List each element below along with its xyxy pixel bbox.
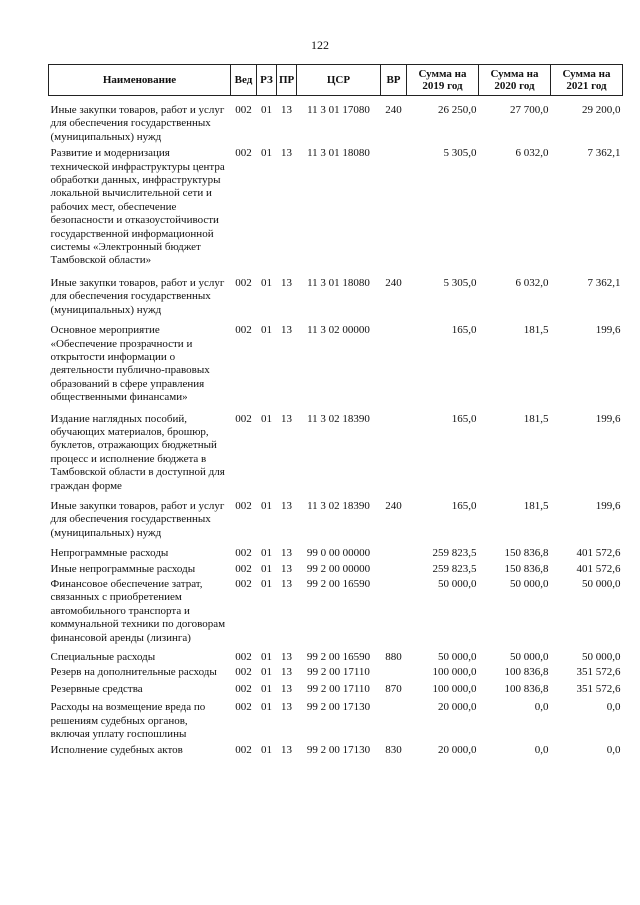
- cell-ved: 002: [235, 651, 252, 664]
- cell-vr: [381, 147, 407, 277]
- cell-sum-2020: 27 700,0: [510, 104, 549, 116]
- page-number: 122: [311, 38, 329, 52]
- cell-sum-2019: 165,0: [451, 499, 477, 512]
- cell-sum-2021: 199,6: [595, 412, 621, 425]
- cell-csr: 99 0 00 00000: [306, 547, 371, 560]
- cell-sum-2021: 351 572,6: [576, 682, 621, 695]
- cell-vr: [381, 413, 407, 500]
- cell-sum-2021: 401 572,6: [576, 547, 621, 560]
- cell-sum-2021: 7 362,1: [587, 147, 621, 160]
- cell-sum-2019: 50 000,0: [438, 578, 477, 590]
- cell-vr: [381, 324, 407, 412]
- cell-rz: 01: [261, 412, 272, 425]
- cell-pr: 13: [281, 666, 292, 679]
- header-sum-2021: Сумма на 2021 год: [551, 65, 623, 96]
- cell-ved: 002: [235, 276, 252, 289]
- cell-ved: 002: [235, 324, 252, 337]
- cell-name: Иные закупки товаров, работ и услуг для обеспечения государственных (муниципальных) нужд: [50, 499, 225, 539]
- cell-csr: 11 3 01 18080: [307, 147, 370, 160]
- cell-rz: 01: [261, 578, 272, 590]
- cell-vr: 240: [385, 499, 402, 512]
- cell-csr: 99 2 00 00000: [306, 562, 371, 575]
- table-row: [49, 104, 623, 147]
- table-header-row: [49, 65, 623, 96]
- table-row: [49, 701, 623, 744]
- cell-sum-2020: 181,5: [523, 499, 549, 512]
- cell-ved: 002: [235, 147, 252, 160]
- cell-sum-2019: 100 000,0: [432, 666, 477, 679]
- cell-vr: [381, 578, 407, 651]
- cell-csr: 99 2 00 17110: [307, 682, 370, 695]
- cell-ved: 002: [235, 578, 252, 590]
- cell-vr: [381, 563, 407, 578]
- cell-pr: 13: [281, 276, 292, 289]
- cell-ved: 002: [235, 562, 252, 575]
- cell-vr: 240: [385, 276, 402, 289]
- cell-rz: 01: [261, 666, 272, 679]
- table-row: [49, 563, 623, 578]
- cell-pr: 13: [281, 578, 292, 590]
- cell-sum-2020: 0,0: [534, 744, 549, 757]
- cell-pr: 13: [281, 682, 292, 695]
- cell-vr: 830: [385, 744, 402, 757]
- table-row: [49, 744, 623, 757]
- cell-csr: 11 3 01 18080: [307, 276, 370, 289]
- cell-rz: 01: [261, 104, 272, 116]
- cell-name: Непрограммные расходы: [50, 547, 169, 560]
- cell-sum-2021: 0,0: [606, 701, 621, 714]
- cell-sum-2021: 50 000,0: [582, 651, 621, 664]
- table-row: [49, 683, 623, 701]
- cell-sum-2019: 20 000,0: [438, 701, 477, 714]
- cell-pr: 13: [281, 547, 292, 560]
- cell-csr: 11 3 01 17080: [307, 104, 370, 116]
- cell-ved: 002: [235, 744, 252, 757]
- cell-sum-2019: 50 000,0: [438, 651, 477, 664]
- cell-sum-2020: 50 000,0: [510, 651, 549, 664]
- cell-ved: 002: [235, 499, 252, 512]
- cell-rz: 01: [261, 547, 272, 560]
- cell-sum-2019: 165,0: [451, 412, 477, 425]
- cell-sum-2020: 100 836,8: [504, 666, 549, 679]
- cell-name: Исполнение судебных актов: [50, 744, 183, 757]
- cell-sum-2021: 351 572,6: [576, 666, 621, 679]
- cell-sum-2020: 181,5: [523, 412, 549, 425]
- cell-csr: 99 2 00 17130: [306, 701, 371, 714]
- cell-sum-2019: 5 305,0: [443, 147, 477, 160]
- cell-pr: 13: [281, 147, 292, 160]
- cell-csr: 99 2 00 16590: [306, 578, 371, 590]
- cell-sum-2021: 50 000,0: [582, 578, 621, 590]
- cell-sum-2021: 7 362,1: [587, 276, 621, 289]
- cell-sum-2021: 0,0: [606, 744, 621, 757]
- cell-rz: 01: [261, 276, 272, 289]
- cell-pr: 13: [281, 412, 292, 425]
- header-csr: ЦСР: [297, 65, 381, 96]
- cell-sum-2020: 181,5: [523, 324, 549, 337]
- cell-sum-2019: 259 823,5: [432, 547, 477, 560]
- cell-sum-2021: 199,6: [595, 324, 621, 337]
- cell-sum-2021: 199,6: [595, 499, 621, 512]
- cell-ved: 002: [235, 666, 252, 679]
- cell-sum-2019: 165,0: [451, 324, 477, 337]
- cell-ved: 002: [235, 547, 252, 560]
- cell-ved: 002: [235, 412, 252, 425]
- cell-name: Издание наглядных пособий, обучающих материалов, брошюр, буклетов, отражающих бюджетный процесс и исполнение бюджета в Тамбовской области в доступной для граждан форме: [50, 412, 225, 492]
- cell-sum-2020: 0,0: [534, 701, 549, 714]
- cell-sum-2020: 6 032,0: [515, 276, 549, 289]
- cell-vr: [381, 666, 407, 682]
- table-row: [49, 147, 623, 277]
- cell-ved: 002: [235, 104, 252, 116]
- cell-csr: 99 2 00 17110: [307, 666, 370, 679]
- cell-rz: 01: [261, 562, 272, 575]
- cell-name: Основное мероприятие «Обеспечение прозрачности и открытости информации о деятельности публично-правовых образований в сфере управления общественными финансами»: [50, 324, 210, 404]
- cell-sum-2020: 150 836,8: [504, 562, 549, 575]
- table-row: [49, 324, 623, 412]
- cell-vr: 880: [385, 651, 402, 664]
- table-row: [49, 547, 623, 562]
- cell-name: Резерв на дополнительные расходы: [50, 666, 217, 679]
- cell-sum-2019: 5 305,0: [443, 276, 477, 289]
- cell-rz: 01: [261, 324, 272, 337]
- table-row: [49, 413, 623, 500]
- header-ved: Вед: [231, 65, 257, 96]
- cell-name: Иные закупки товаров, работ и услуг для обеспечения государственных (муниципальных) нужд: [50, 276, 225, 316]
- cell-name: Финансовое обеспечение затрат, связанных с приобретением автомобильного транспорта и коммунальной техники по договорам финансовой аренды (лизинга): [50, 578, 226, 644]
- header-sum-2020: Сумма на 2020 год: [479, 65, 551, 96]
- cell-vr: 240: [385, 104, 402, 116]
- header-pr: ПР: [277, 65, 297, 96]
- cell-sum-2020: 100 836,8: [504, 682, 549, 695]
- cell-vr: [381, 547, 407, 562]
- cell-sum-2019: 100 000,0: [432, 682, 477, 695]
- cell-csr: 11 3 02 18390: [307, 499, 370, 512]
- table-row: [49, 277, 623, 324]
- cell-sum-2019: 259 823,5: [432, 562, 477, 575]
- cell-csr: 99 2 00 17130: [306, 744, 371, 757]
- cell-sum-2021: 29 200,0: [582, 104, 621, 116]
- cell-name: Иные непрограммные расходы: [50, 562, 196, 575]
- cell-pr: 13: [281, 562, 292, 575]
- cell-sum-2019: 20 000,0: [438, 744, 477, 757]
- cell-sum-2021: 401 572,6: [576, 562, 621, 575]
- cell-sum-2020: 6 032,0: [515, 147, 549, 160]
- cell-csr: 99 2 00 16590: [306, 651, 371, 664]
- cell-pr: 13: [281, 499, 292, 512]
- table-body: [49, 104, 623, 758]
- cell-name: Расходы на возмещение вреда по решениям судебных органов, включая уплату госпошлины: [50, 701, 206, 741]
- budget-table: [48, 64, 623, 758]
- cell-pr: 13: [281, 651, 292, 664]
- cell-rz: 01: [261, 147, 272, 160]
- cell-pr: 13: [281, 324, 292, 337]
- cell-rz: 01: [261, 651, 272, 664]
- cell-rz: 01: [261, 682, 272, 695]
- cell-name: Развитие и модернизация технической инфраструктуры центра обработки данных, инфраструктуры локальной вычислительной сети и рабочих мест, обеспечение безопасности и отказоустойчивости государственной информационной системы «Электронный бюджет Тамбовской области»: [50, 147, 225, 267]
- header-vr: ВР: [381, 65, 407, 96]
- cell-ved: 002: [235, 701, 252, 714]
- table-row: [49, 651, 623, 666]
- cell-csr: 11 3 02 00000: [307, 324, 370, 337]
- header-name: Наименование: [49, 65, 231, 96]
- cell-rz: 01: [261, 744, 272, 757]
- cell-name: Иные закупки товаров, работ и услуг для обеспечения государственных (муниципальных) нужд: [50, 104, 225, 143]
- cell-csr: 11 3 02 18390: [307, 412, 370, 425]
- cell-sum-2020: 50 000,0: [510, 578, 549, 590]
- table-row: [49, 500, 623, 547]
- cell-pr: 13: [281, 744, 292, 757]
- cell-sum-2020: 150 836,8: [504, 547, 549, 560]
- cell-name: Резервные средства: [50, 682, 143, 695]
- cell-ved: 002: [235, 682, 252, 695]
- cell-sum-2019: 26 250,0: [438, 104, 477, 116]
- cell-pr: 13: [281, 701, 292, 714]
- cell-vr: [381, 701, 407, 744]
- table-row: [49, 666, 623, 682]
- cell-rz: 01: [261, 701, 272, 714]
- cell-rz: 01: [261, 499, 272, 512]
- cell-pr: 13: [281, 104, 292, 116]
- table-row: [49, 578, 623, 651]
- header-sum-2019: Сумма на 2019 год: [407, 65, 479, 96]
- header-rz: РЗ: [257, 65, 277, 96]
- cell-name: Специальные расходы: [50, 651, 156, 664]
- cell-vr: 870: [385, 682, 402, 695]
